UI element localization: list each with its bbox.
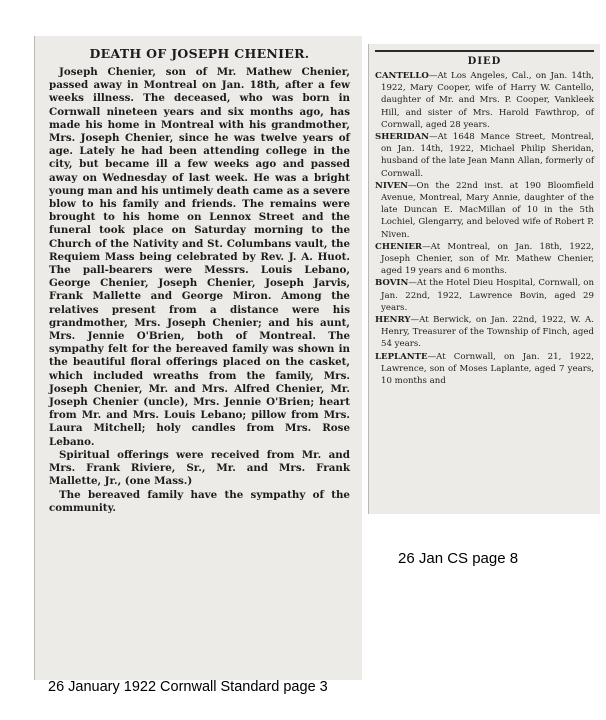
right-clipping-caption: 26 Jan CS page 8 (398, 550, 519, 567)
obituary-entry (375, 314, 594, 351)
obituary-entry (375, 131, 594, 180)
died-heading: DIED (467, 56, 502, 67)
obituary-entry (375, 241, 594, 278)
left-clipping-caption: 26 January 1922 Cornwall Standard page 3 (48, 679, 328, 695)
died-column-clipping (368, 44, 600, 514)
obituary-text: —At Los Angeles, Cal., on Jan. 14th, 1922, Mary Cooper, wife of Harry W. Cantello, daughter of Mr. and Mrs. P. Cooper, Vankleek Hill, and sister of Mrs. Harold Fawthrop, of Cornwall, aged 28 years. (381, 71, 594, 130)
column-rule (375, 50, 594, 52)
obituary-name: CANTELLO (375, 71, 429, 81)
obituary-text: —At Cornwall, on Jan. 21, 1922, Lawrence, son of Moses Laplante, aged 7 years, 10 months and (381, 351, 594, 387)
obituary-text: —On the 22nd inst. at 190 Bloomfield Avenue, Montreal, Mary Annie, daughter of the late Duncan E. MacMillan of 10 in the 5th Lochiel, Glengarry, and beloved wife of Robert P. Niven. (381, 180, 594, 240)
death-notice-clipping (34, 36, 362, 680)
death-notice-paragraph: The bereaved family have the sympathy of the community. (49, 488, 350, 514)
obituary-name: LEPLANTE (375, 351, 428, 362)
obituary-text: —At 1648 Mance Street, Montreal, on Jan. 14th, 1922, Michael Philip Sheridan, husband of the late Jean Mann Allan, formerly of Cornwall. (381, 132, 594, 179)
obituary-name: SHERIDAN (375, 132, 430, 143)
death-notice-headline: DEATH OF JOSEPH CHENIER. (89, 46, 310, 61)
obituary-name: HENRY (375, 315, 411, 326)
obituary-text: —At Montreal, on Jan. 18th, 1922, Joseph Chenier, son of Mr. Mathew Chenier, aged 19 years and 6 months. (381, 241, 594, 277)
obituary-entry (375, 351, 594, 388)
death-notice-paragraph: Joseph Chenier, son of Mr. Mathew Chenier, passed away in Montreal on Jan. 18th, after a few weeks illness. The deceased, who was born in Cornwall nineteen years and six months ago, has made his home in Montreal with his grandmother, Mrs. Joseph Chenier, since he was twelve years of age. Lately he had been attending college in the city, but became ill a few weeks ago and passed away on Wednesday of last week. He was a bright young man and his untimely death came as a severe blow to his family and friends. The remains were brought to his home on Lennox Street and the funeral took place on Saturday morning to the Church of the Nativity and St. Columbans vault, the Requiem Mass being celebrated by Rev. J. A. Huot. The pall-bearers were Messrs. Louis Lebano, George Chenier, Joseph Chenier, Joseph Jarvis, Frank Mallette and George Miron. Among the relatives present from a distance were his grandmother, Mrs. Joseph Chenier; and his aunt, Mrs. Jennie O'Brien, both of Montreal. The sympathy felt for the bereaved family was shown in the beautiful floral offerings placed on the casket, which included wreaths from the family, Mrs. Joseph Chenier, Mr. and Mrs. Alfred Chenier, Mr. Joseph Chenier (uncle), Mrs. Jennie O'Brien; heart from Mr. and Mrs. Louis Lebano; pillow from Mrs. Laura Mitchell; holy candles from Mrs. Rose Lebano. (49, 66, 350, 448)
obituary-text: —At Berwick, on Jan. 22nd, 1922, W. A. Henry, Treasurer of the Township of Finch, aged 54 years. (381, 315, 594, 350)
obituary-name: NIVEN (375, 180, 408, 191)
obituary-entry (375, 180, 594, 241)
obituary-name: CHENIER (375, 241, 423, 252)
death-notice-paragraph: Spiritual offerings were received from Mr. and Mrs. Frank Riviere, Sr., Mr. and Mrs. Frank Mallette, Jr., (one Mass.) (49, 448, 350, 488)
obituary-entry (375, 277, 594, 314)
obituary-name: BOVIN (375, 278, 409, 289)
obituary-text: —At the Hotel Dieu Hospital, Cornwall, on Jan. 22nd, 1922, Lawrence Bovin, aged 29 years. (381, 278, 594, 313)
obituary-entry (375, 70, 594, 131)
